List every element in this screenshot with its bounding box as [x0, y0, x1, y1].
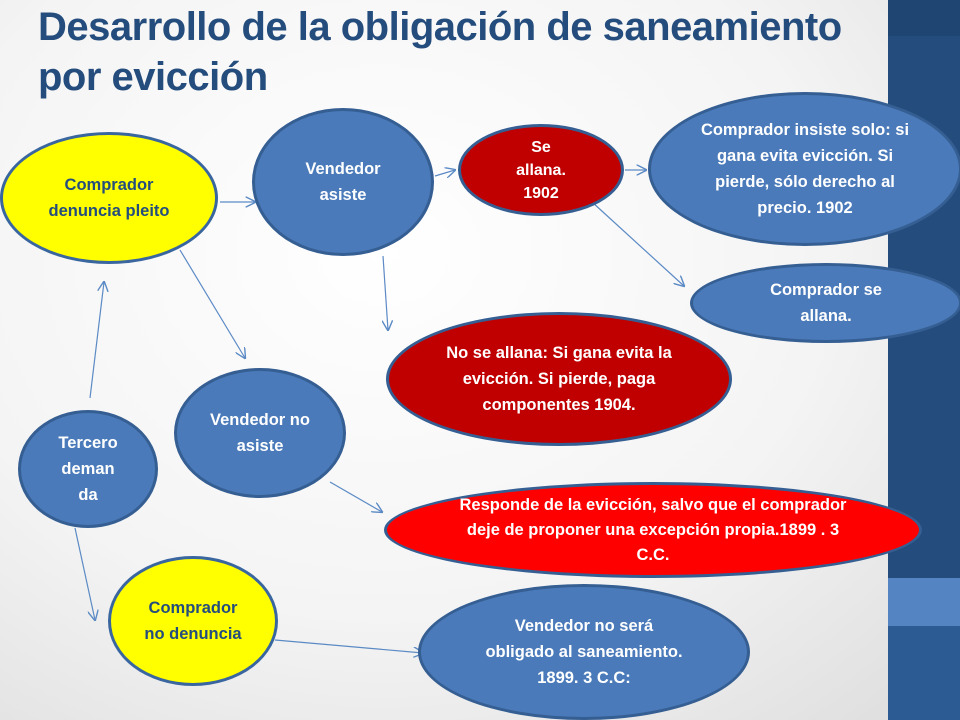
arrow-vendedor-asiste-to-no-se-allana: [383, 256, 388, 330]
arrow-vendedor-asiste-to-se-allana: [435, 170, 455, 176]
node-se-allana: Se allana. 1902: [458, 124, 624, 216]
arrow-tercero-to-denuncia: [90, 282, 104, 398]
node-comprador-no-denuncia: Comprador no denuncia: [108, 556, 278, 686]
node-comprador-se-allana: Comprador se allana.: [690, 263, 960, 343]
node-responde-eviccion: Responde de la evicción, salvo que el comprador deje de proponer una excepción propia.1899 . 3 C.C.: [384, 482, 922, 578]
arrow-denuncia-to-vendedor-no-asiste: [180, 250, 245, 358]
arrow-se-allana-to-comprador-se-allana: [592, 202, 684, 286]
arrow-vendedor-no-asiste-to-responde: [330, 482, 382, 512]
node-vendedor-no-asiste: Vendedor no asiste: [174, 368, 346, 498]
slide-title: Desarrollo de la obligación de saneamiento por evicción: [38, 5, 842, 99]
node-comprador-insiste: Comprador insiste solo: si gana evita evicción. Si pierde, sólo derecho al precio. 1902: [648, 92, 960, 246]
node-comprador-denuncia-pleito: Comprador denuncia pleito: [0, 132, 218, 264]
node-no-se-allana: No se allana: Si gana evita la evicción. Si pierde, paga componentes 1904.: [386, 312, 732, 446]
node-vendedor-asiste: Vendedor asiste: [252, 108, 434, 256]
node-vendedor-no-obligado: Vendedor no será obligado al saneamiento. 1899. 3 C.C:: [418, 584, 750, 720]
arrow-no-denuncia-to-vendedor-no-obligado: [275, 640, 423, 653]
node-tercero-demanda: Tercero deman da: [18, 410, 158, 528]
arrow-tercero-to-no-denuncia: [75, 528, 95, 620]
